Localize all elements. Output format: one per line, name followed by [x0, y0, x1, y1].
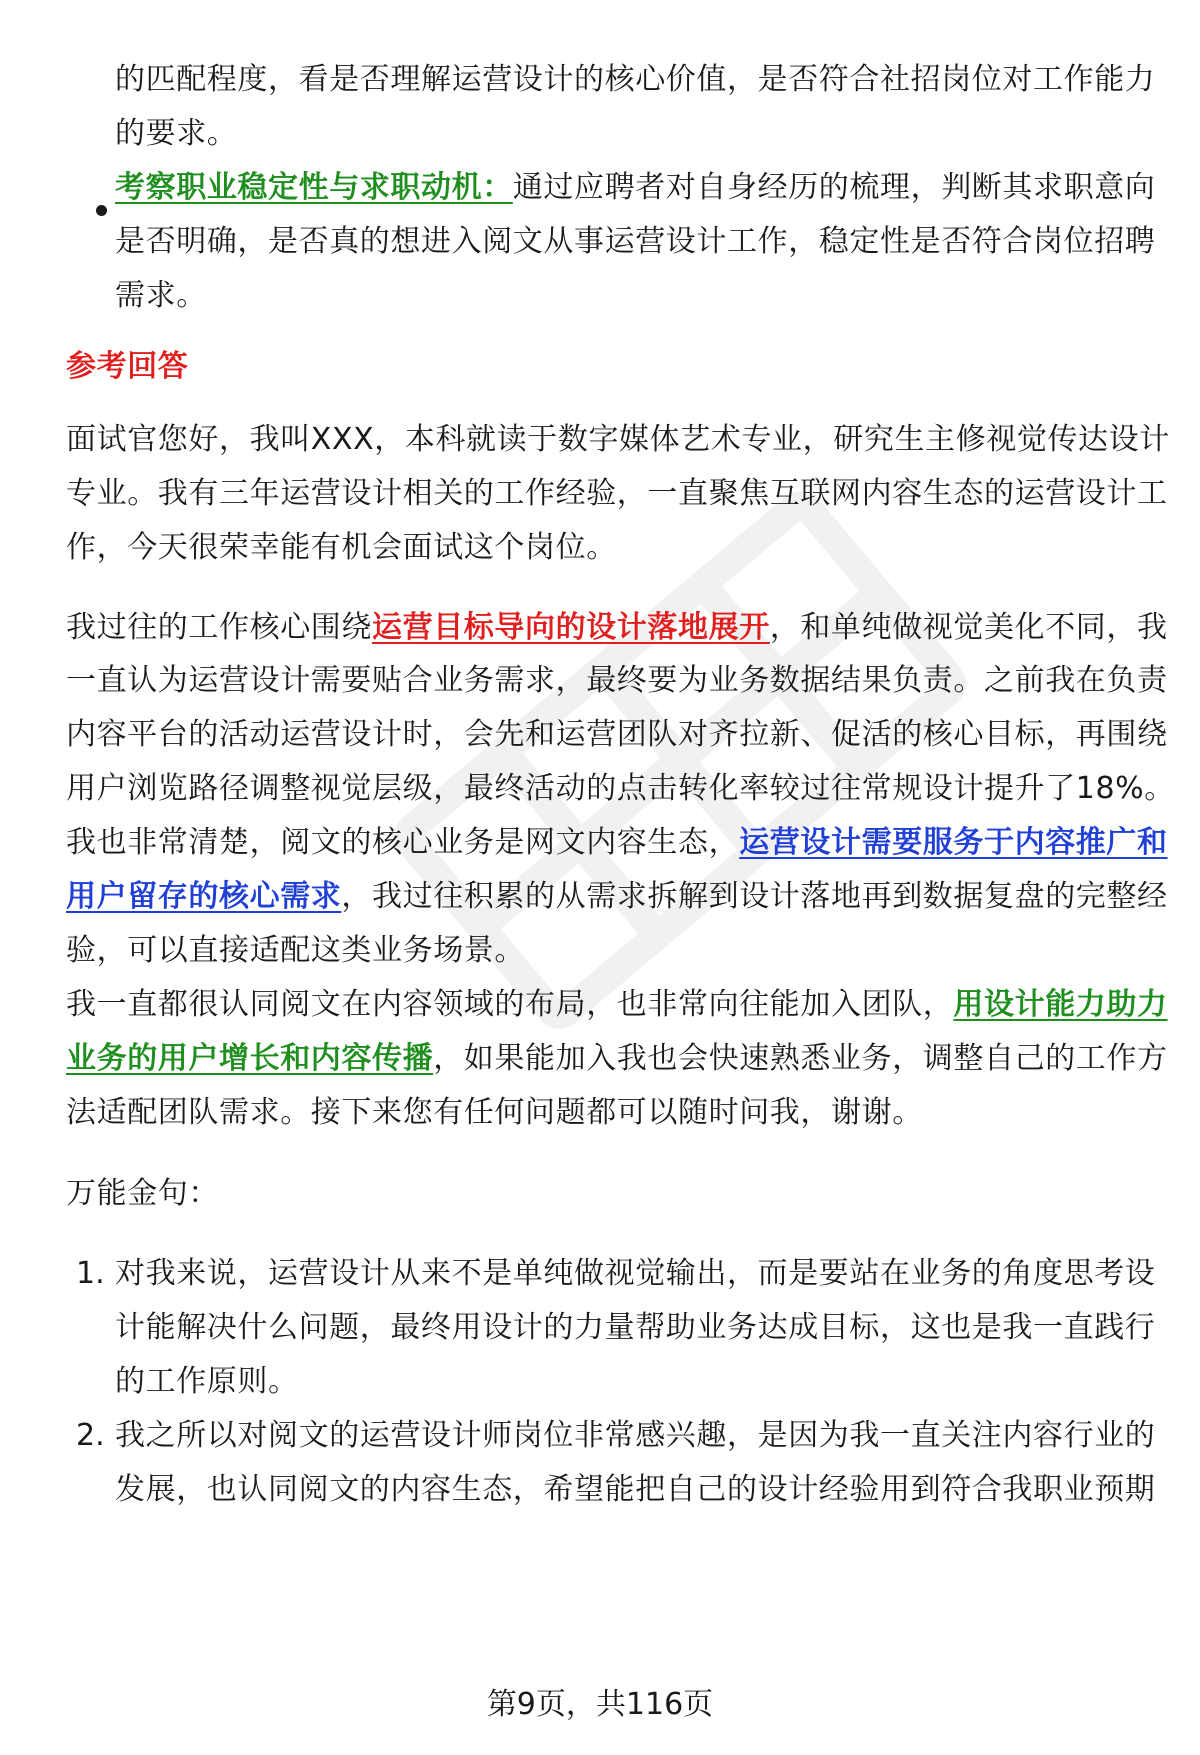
highlight-red: 运营目标导向的设计落地展开: [372, 610, 770, 645]
text-run: ，我过往积累的从需求拆解到设计落地再到数据复盘的完整经: [341, 879, 1168, 914]
highlight-green: 用设计能力助力: [953, 987, 1168, 1022]
highlight-blue: 用户留存的核心需求: [66, 879, 342, 914]
golden-label: 万能金句：: [66, 1176, 219, 1211]
paragraph-line: 法适配团队需求。接下来您有任何问题都可以随时问我，谢谢。: [66, 1095, 923, 1130]
paragraph-line: 验，可以直接适配这类业务场景。: [66, 933, 525, 968]
paragraph-line: 用户浏览路径调整视觉层级，最终活动的点击转化率较过往常规设计提升了18%。: [66, 771, 1175, 806]
paragraph-line: [66, 823, 1168, 863]
list-item-line: 发展，也认同阅文的内容生态，希望能把自己的设计经验用到符合我职业预期: [115, 1472, 1156, 1507]
bullet-item-line: 需求。: [115, 278, 207, 313]
paragraph-line: 专业。我有三年运营设计相关的工作经验，一直聚焦互联网内容生态的运营设计工: [66, 476, 1168, 511]
list-item-line: 的工作原则。: [115, 1364, 299, 1399]
paragraph-line: 的匹配程度，看是否理解运营设计的核心价值，是否符合社招岗位对工作能力: [115, 62, 1156, 97]
list-number: 1.: [76, 1256, 105, 1291]
page-number: 第9页，共116页: [486, 1687, 714, 1722]
section-heading: 参考回答: [66, 349, 189, 384]
paragraph-line: [66, 877, 1168, 917]
list-item-line: 计能解决什么问题，最终用设计的力量帮助业务达成目标，这也是我一直践行: [115, 1310, 1156, 1345]
paragraph-line: 面试官您好，我叫XXX，本科就读于数字媒体艺术专业，研究生主修视觉传达设计: [66, 422, 1170, 457]
paragraph-line: 一直认为运营设计需要贴合业务需求，最终要为业务数据结果负责。之前我在负责: [66, 663, 1168, 698]
highlight-green: 业务的用户增长和内容传播: [66, 1041, 434, 1076]
bullet-item-line: [115, 168, 1155, 208]
paragraph-line: [66, 985, 1168, 1025]
list-item-line: 对我来说，运营设计从来不是单纯做视觉输出，而是要站在业务的角度思考设: [115, 1256, 1156, 1291]
paragraph-line: [66, 608, 1168, 648]
bullet-label: 考察职业稳定性与求职动机：: [115, 170, 513, 205]
text-run: ，如果能加入我也会快速熟悉业务，调整自己的工作方: [433, 1041, 1168, 1076]
paragraph-line: [66, 1039, 1168, 1079]
text-run: ，和单纯做视觉美化不同，我: [769, 610, 1168, 645]
paragraph-line: 的要求。: [115, 116, 238, 151]
paragraph-line: 作，今天很荣幸能有机会面试这个岗位。: [66, 530, 617, 565]
list-item-line: 我之所以对阅文的运营设计师岗位非常感兴趣，是因为我一直关注内容行业的: [115, 1418, 1156, 1453]
text-run: 我过往的工作核心围绕: [66, 610, 372, 645]
bullet-text: 通过应聘者对自身经历的梳理，判断其求职意向: [512, 170, 1156, 205]
list-number: 2.: [76, 1418, 105, 1453]
paragraph-line: 内容平台的活动运营设计时，会先和运营团队对齐拉新、促活的核心目标，再围绕: [66, 717, 1168, 752]
text-run: 我一直都很认同阅文在内容领域的布局，也非常向往能加入团队，: [66, 987, 954, 1022]
highlight-blue: 运营设计需要服务于内容推广和: [739, 825, 1168, 860]
text-run: 我也非常清楚，阅文的核心业务是网文内容生态，: [66, 825, 740, 860]
bullet-item-line: 是否明确，是否真的想进入阅文从事运营设计工作，稳定性是否符合岗位招聘: [115, 224, 1156, 259]
bullet-icon: [96, 205, 107, 216]
